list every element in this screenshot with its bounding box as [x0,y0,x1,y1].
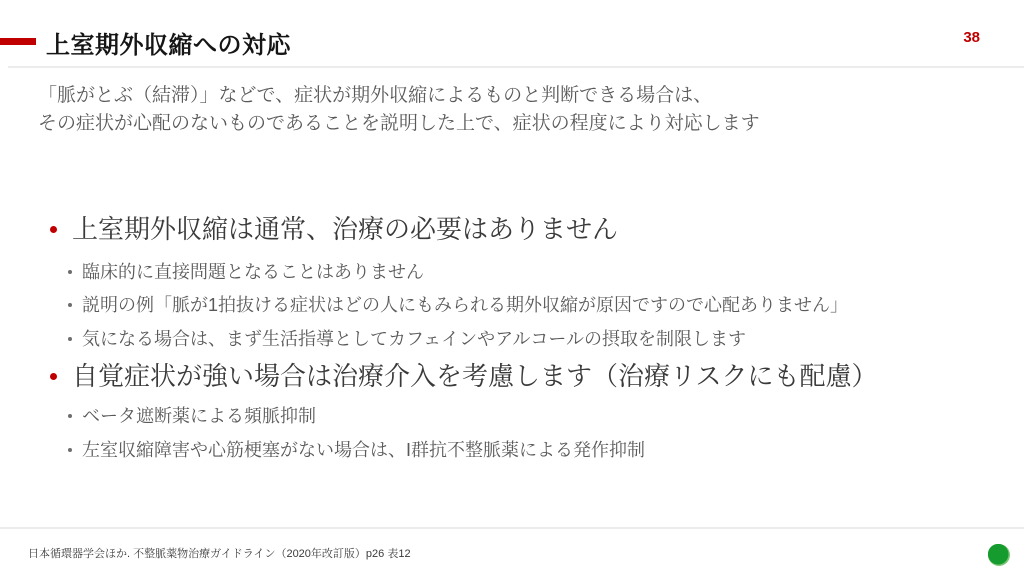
title-accent-dash-icon [0,38,36,45]
intro-text [38,82,760,138]
gray-bullet-icon [68,303,72,307]
gray-bullet-icon [68,270,72,274]
intro-line-2: その症状が心配のないものであることを説明した上で、症状の程度により対応します [38,113,760,134]
header-divider [8,66,1024,68]
page-number: 38 [963,29,980,46]
gray-bullet-icon [68,414,72,418]
red-bullet-icon [50,226,57,233]
intro-line-1: 「脈がとぶ（結滞）」などで、症状が期外収縮によるものと判断できる場合は、 [38,85,713,106]
footer-divider [0,527,1024,529]
gray-bullet-icon [68,448,72,452]
sub-bullet-label: 気になる場合は、まず生活指導としてカフェインやアルコールの摂取を制限します [82,329,747,349]
bullet-item [50,359,877,393]
red-bullet-icon [50,373,57,380]
bullet-item [50,212,618,246]
sub-bullet-item [68,326,746,352]
sub-bullet-item [68,437,645,463]
sub-bullet-label: ベータ遮断薬による頻脈抑制 [82,406,316,426]
sub-bullet-item [68,403,316,429]
sub-bullet-item [68,292,848,318]
sub-bullet-label: 臨床的に直接問題となることはありません [82,262,424,282]
citation-text: 日本循環器学会ほか. 不整脈薬物治療ガイドライン（2020年改訂版）p26 表12 [28,548,411,560]
sub-bullet-label: 説明の例「脈が1拍抜ける症状はどの人にもみられる期外収縮が原因ですので心配ありません」 [82,295,849,315]
green-circle-logo-icon [988,544,1010,566]
sub-bullet-item [68,259,424,285]
bullet-label: 上室期外収縮は通常、治療の必要はありません [72,214,619,244]
page-title: 上室期外収縮への対応 [46,32,291,59]
sub-bullet-label: 左室収縮障害や心筋梗塞がない場合は、I群抗不整脈薬による発作抑制 [82,440,645,460]
gray-bullet-icon [68,337,72,341]
bullet-label: 自覚症状が強い場合は治療介入を考慮します（治療リスクにも配慮） [72,361,878,391]
